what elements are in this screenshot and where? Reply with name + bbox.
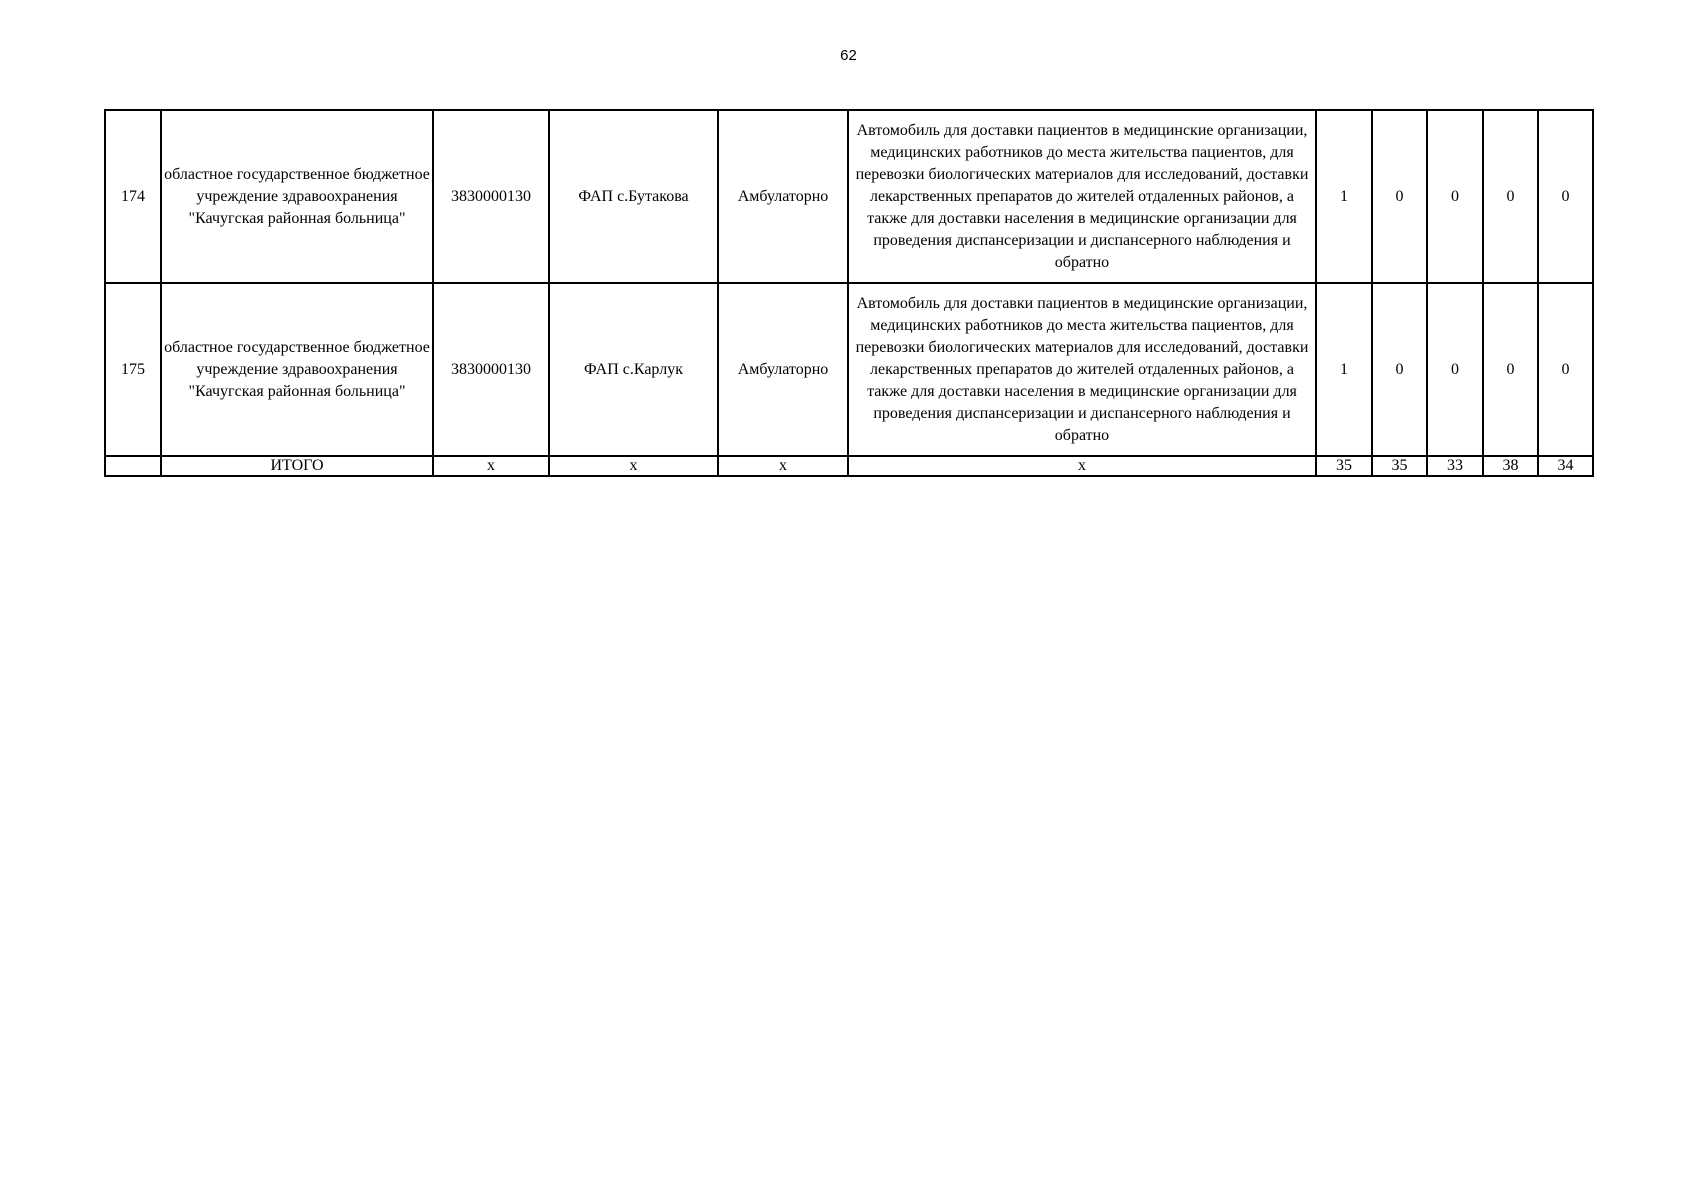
value-cell-1: 1 [1316,110,1372,283]
value-cell-1: 1 [1316,283,1372,456]
data-table [104,109,1594,477]
value-cell-3: 0 [1427,110,1483,283]
inn-cell: 3830000130 [433,110,549,283]
total-value-1: 35 [1316,456,1372,476]
table-row [105,283,1593,456]
total-value-4: 38 [1483,456,1538,476]
organization-cell: областное государственное бюджетное учреждение здравоохранения "Качугская районная больница" [161,110,433,283]
total-purpose-cell: x [848,456,1316,476]
total-label: ИТОГО [161,456,433,476]
total-unit-cell: x [549,456,718,476]
value-cell-5: 0 [1538,110,1593,283]
table-row [105,110,1593,283]
total-care-type-cell: x [718,456,848,476]
value-cell-4: 0 [1483,283,1538,456]
total-value-3: 33 [1427,456,1483,476]
value-cell-3: 0 [1427,283,1483,456]
care-type-cell: Амбулаторно [718,283,848,456]
page-number: 62 [840,47,857,64]
value-cell-5: 0 [1538,283,1593,456]
unit-cell: ФАП с.Карлук [549,283,718,456]
total-value-5: 34 [1538,456,1593,476]
organization-cell: областное государственное бюджетное учреждение здравоохранения "Качугская районная больница" [161,283,433,456]
value-cell-2: 0 [1372,283,1427,456]
total-value-2: 35 [1372,456,1427,476]
value-cell-4: 0 [1483,110,1538,283]
purpose-cell: Автомобиль для доставки пациентов в медицинские организации, медицинских работников до места жительства пациентов, для перевозки биологических материалов для исследований, доставки лекарственных препаратов до жителей отдаленных районов, а также для доставки населения в медицинские организации для проведения диспансеризации и диспансерного наблюдения и обратно [848,110,1316,283]
total-row [105,456,1593,476]
care-type-cell: Амбулаторно [718,110,848,283]
purpose-cell: Автомобиль для доставки пациентов в медицинские организации, медицинских работников до места жительства пациентов, для перевозки биологических материалов для исследований, доставки лекарственных препаратов до жителей отдаленных районов, а также для доставки населения в медицинские организации для проведения диспансеризации и диспансерного наблюдения и обратно [848,283,1316,456]
row-number: 174 [105,110,161,283]
total-inn-cell: x [433,456,549,476]
inn-cell: 3830000130 [433,283,549,456]
total-empty-cell [105,456,161,476]
value-cell-2: 0 [1372,110,1427,283]
unit-cell: ФАП с.Бутакова [549,110,718,283]
row-number: 175 [105,283,161,456]
